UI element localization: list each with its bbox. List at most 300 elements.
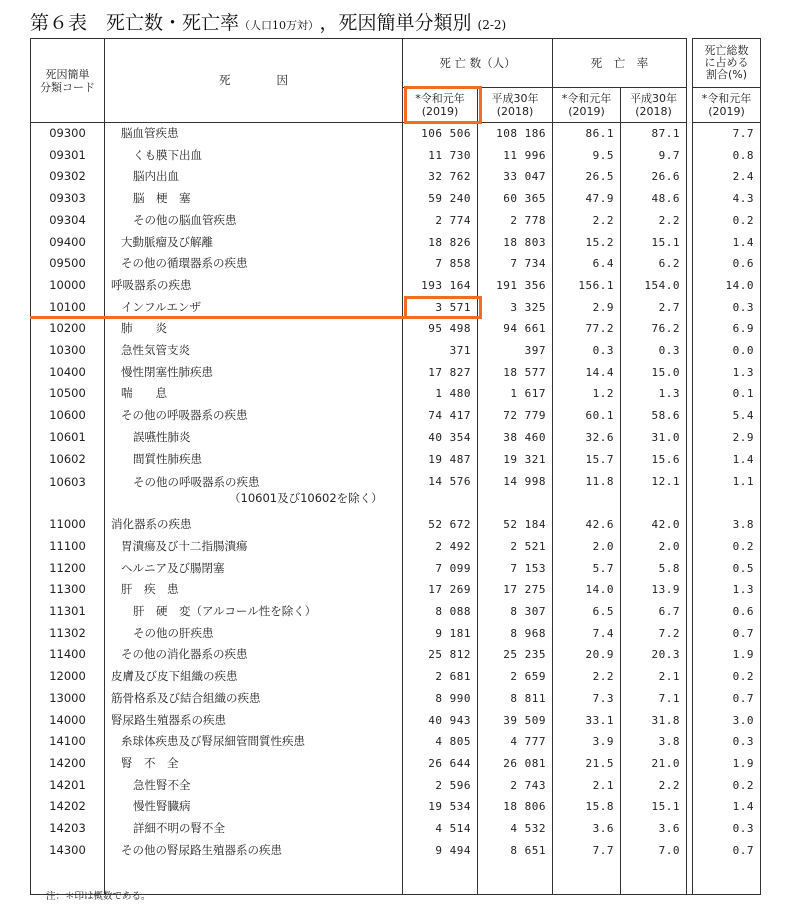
rate-2019-cell: 0.3 [553, 340, 621, 362]
share-2019-cell: 0.3 [693, 731, 761, 753]
deaths-2019-cell: 3 571 [403, 297, 478, 319]
rate-2018-cell: 15.6 [621, 449, 687, 471]
share-2019-cell: 7.7 [693, 123, 761, 145]
rate-2019-cell: 9.5 [553, 145, 621, 167]
cause-name: 筋骨格系及び結合組織の疾患 [111, 690, 261, 705]
cause-name-cell [105, 253, 403, 275]
deaths-2018-cell: 3 325 [478, 297, 553, 319]
header-rate-2018 [621, 88, 687, 123]
cause-name: その他の循環器系の疾患 [121, 256, 248, 271]
rate-2018-cell: 20.3 [621, 644, 687, 666]
rate-2018-cell: 31.8 [621, 710, 687, 732]
cause-name-cell [105, 731, 403, 753]
cause-name-cell [105, 210, 403, 232]
header-deaths-2018 [478, 88, 553, 123]
rate-2018-cell: 26.6 [621, 166, 687, 188]
rate-2019-cell: 7.7 [553, 840, 621, 862]
rate-2019-cell: 2.0 [553, 536, 621, 558]
cause-name: 腎尿路生殖器系の疾患 [111, 712, 226, 727]
cause-code-cell: 11300 [31, 579, 105, 601]
deaths-2018-cell: 1 617 [478, 383, 553, 405]
cause-name: その他の脳血管疾患 [133, 212, 237, 227]
cause-name-cell [105, 514, 403, 536]
highlight-box-influenza-2019 [404, 296, 482, 319]
rate-2019-cell: 11.8 [553, 470, 621, 514]
share-2019-cell: 0.6 [693, 253, 761, 275]
cause-code-cell: 14201 [31, 775, 105, 797]
cause-code-cell: 10600 [31, 405, 105, 427]
cause-name: 喘 息 [121, 386, 167, 401]
rate-2018-cell: 15.0 [621, 362, 687, 384]
rate-2018-cell: 3.6 [621, 818, 687, 840]
table-body [31, 123, 761, 895]
rate-2019-cell: 47.9 [553, 188, 621, 210]
deaths-2019-cell: 19 534 [403, 796, 478, 818]
rate-2019-cell: 3.9 [553, 731, 621, 753]
rate-2019-cell: 15.8 [553, 796, 621, 818]
deaths-2018-cell: 8 307 [478, 601, 553, 623]
cause-name-cell [105, 775, 403, 797]
deaths-2019-cell: 2 596 [403, 775, 478, 797]
deaths-2018-cell: 191 356 [478, 275, 553, 297]
share-2019-cell: 0.2 [693, 775, 761, 797]
cause-name: その他の腎尿路生殖器系の疾患 [121, 842, 282, 857]
share-2019-cell: 3.0 [693, 710, 761, 732]
cause-name: 慢性腎臓病 [133, 799, 191, 814]
cause-name: 呼吸器系の疾患 [111, 277, 192, 292]
deaths-2019-cell: 17 827 [403, 362, 478, 384]
rate-2018-cell: 31.0 [621, 427, 687, 449]
deaths-2018-cell: 25 235 [478, 644, 553, 666]
rate-2019-cell: 33.1 [553, 710, 621, 732]
cause-code-cell: 11100 [31, 536, 105, 558]
deaths-2018-cell: 94 661 [478, 318, 553, 340]
rate-2018-cell: 0.3 [621, 340, 687, 362]
deaths-2018-cell: 2 659 [478, 666, 553, 688]
cause-code-cell: 09303 [31, 188, 105, 210]
rate-2018-cell: 5.8 [621, 558, 687, 580]
table-row [31, 644, 761, 666]
deaths-2019-cell: 4 514 [403, 818, 478, 840]
deaths-2019-cell: 8 088 [403, 601, 478, 623]
padding-cell [403, 862, 478, 895]
cause-name-cell [105, 818, 403, 840]
deaths-2019-cell: 2 774 [403, 210, 478, 232]
rate-2019-cell: 3.6 [553, 818, 621, 840]
rate-2019-cell: 60.1 [553, 405, 621, 427]
share-2019-cell: 0.0 [693, 340, 761, 362]
share-2019-cell: 3.8 [693, 514, 761, 536]
rate-2018-cell: 1.3 [621, 383, 687, 405]
deaths-2018-cell: 4 777 [478, 731, 553, 753]
deaths-2018-cell: 4 532 [478, 818, 553, 840]
header-deaths-2019-label: *令和元年 (2019) [415, 92, 465, 118]
share-2019-cell: 0.1 [693, 383, 761, 405]
cause-name: 脳血管疾患 [121, 126, 179, 140]
header-rate-label: 死 亡 率 [590, 55, 649, 70]
deaths-2018-cell: 33 047 [478, 166, 553, 188]
deaths-2019-cell: 18 826 [403, 232, 478, 254]
cause-name-cell [105, 666, 403, 688]
share-2019-cell: 14.0 [693, 275, 761, 297]
table-row [31, 340, 761, 362]
deaths-2019-cell: 74 417 [403, 405, 478, 427]
share-2019-cell: 0.7 [693, 840, 761, 862]
share-2019-cell: 0.6 [693, 601, 761, 623]
rate-2019-cell: 156.1 [553, 275, 621, 297]
header-share-group [693, 39, 761, 88]
rate-2018-cell: 3.8 [621, 731, 687, 753]
table-row [31, 188, 761, 210]
deaths-2018-cell: 108 186 [478, 123, 553, 145]
table-row [31, 449, 761, 471]
cause-name: 皮膚及び皮下組織の疾患 [111, 669, 238, 684]
cause-name: くも膜下出血 [133, 147, 202, 162]
deaths-2019-cell: 95 498 [403, 318, 478, 340]
cause-code-cell: 10601 [31, 427, 105, 449]
rate-2018-cell: 2.2 [621, 775, 687, 797]
rate-2019-cell: 15.2 [553, 232, 621, 254]
cause-name-cell [105, 470, 403, 514]
cause-code-cell: 14203 [31, 818, 105, 840]
deaths-2018-cell: 7 153 [478, 558, 553, 580]
cause-name-cell [105, 188, 403, 210]
deaths-2019-cell: 25 812 [403, 644, 478, 666]
rate-2018-cell: 21.0 [621, 753, 687, 775]
cause-code-cell: 09400 [31, 232, 105, 254]
rate-2019-cell: 86.1 [553, 123, 621, 145]
table-row [31, 405, 761, 427]
deaths-2018-cell: 11 996 [478, 145, 553, 167]
share-2019-cell: 0.3 [693, 818, 761, 840]
rate-2018-cell: 154.0 [621, 275, 687, 297]
cause-code-cell: 09300 [31, 123, 105, 145]
table-row [31, 427, 761, 449]
table-row [31, 318, 761, 340]
share-2019-cell: 0.7 [693, 688, 761, 710]
rate-2018-cell: 2.2 [621, 210, 687, 232]
cause-code-cell: 11301 [31, 601, 105, 623]
cause-name-cell [105, 688, 403, 710]
cause-name-cell [105, 601, 403, 623]
table-row [31, 232, 761, 254]
title-page-indicator: (2-2) [477, 18, 507, 32]
deaths-2018-cell: 26 081 [478, 753, 553, 775]
table-row [31, 579, 761, 601]
deaths-2019-cell: 59 240 [403, 188, 478, 210]
table-row [31, 514, 761, 536]
rate-2019-cell: 14.0 [553, 579, 621, 601]
cause-code-cell: 14202 [31, 796, 105, 818]
cause-code-cell: 12000 [31, 666, 105, 688]
cause-name-cell [105, 710, 403, 732]
table-row [31, 840, 761, 862]
table-row [31, 710, 761, 732]
rate-2018-cell: 6.7 [621, 601, 687, 623]
table-row [31, 558, 761, 580]
share-2019-cell: 0.2 [693, 536, 761, 558]
rate-2019-cell: 42.6 [553, 514, 621, 536]
header-rate-group [553, 39, 687, 88]
rate-2019-cell: 6.4 [553, 253, 621, 275]
share-2019-cell: 2.9 [693, 427, 761, 449]
padding-cell [621, 862, 687, 895]
cause-name: 糸球体疾患及び腎尿細管間質性疾患 [121, 734, 305, 749]
header-rate-2019 [553, 88, 621, 123]
header-code [31, 39, 105, 123]
rate-2018-cell: 58.6 [621, 405, 687, 427]
deaths-2019-cell: 2 681 [403, 666, 478, 688]
rate-2019-cell: 2.2 [553, 210, 621, 232]
rate-2019-cell: 7.4 [553, 623, 621, 645]
table-row [31, 623, 761, 645]
deaths-2018-cell: 397 [478, 340, 553, 362]
deaths-2018-cell: 8 811 [478, 688, 553, 710]
share-2019-cell: 0.2 [693, 666, 761, 688]
cause-name-cell [105, 558, 403, 580]
share-2019-cell: 1.4 [693, 449, 761, 471]
deaths-2018-cell: 60 365 [478, 188, 553, 210]
deaths-2018-cell: 39 509 [478, 710, 553, 732]
rate-2018-cell: 6.2 [621, 253, 687, 275]
cause-code-cell: 10603 [31, 470, 105, 514]
rate-2018-cell: 7.0 [621, 840, 687, 862]
rate-2018-cell: 7.1 [621, 688, 687, 710]
table-row [31, 688, 761, 710]
cause-name-cell [105, 232, 403, 254]
table-row [31, 731, 761, 753]
table-row [31, 470, 761, 514]
cause-name: 脳 梗 塞 [133, 191, 191, 206]
cause-name: その他の呼吸器系の疾患 [121, 408, 248, 423]
rate-2019-cell: 32.6 [553, 427, 621, 449]
rate-2018-cell: 15.1 [621, 796, 687, 818]
share-2019-cell: 1.9 [693, 753, 761, 775]
deaths-2019-cell: 19 487 [403, 449, 478, 471]
table-row [31, 383, 761, 405]
cause-name-cell [105, 405, 403, 427]
stats-table [30, 38, 761, 895]
cause-name-cell [105, 145, 403, 167]
deaths-2019-cell: 40 354 [403, 427, 478, 449]
cause-code-cell: 09304 [31, 210, 105, 232]
cause-name-cell [105, 536, 403, 558]
deaths-2018-cell: 8 968 [478, 623, 553, 645]
table-row [31, 362, 761, 384]
deaths-2018-cell: 18 806 [478, 796, 553, 818]
deaths-2019-cell: 11 730 [403, 145, 478, 167]
table-row [31, 818, 761, 840]
deaths-2018-cell: 8 651 [478, 840, 553, 862]
deaths-2018-cell: 2 778 [478, 210, 553, 232]
deaths-2018-cell: 17 275 [478, 579, 553, 601]
deaths-2019-cell: 4 805 [403, 731, 478, 753]
rate-2019-cell: 2.1 [553, 775, 621, 797]
deaths-2019-cell: 52 672 [403, 514, 478, 536]
table-row [31, 796, 761, 818]
cause-code-cell: 10500 [31, 383, 105, 405]
table-row [31, 775, 761, 797]
deaths-2019-cell: 9 181 [403, 623, 478, 645]
cause-code-cell: 14000 [31, 710, 105, 732]
rate-2018-cell: 12.1 [621, 470, 687, 514]
table-row [31, 666, 761, 688]
cause-name: 慢性閉塞性肺疾患 [121, 364, 213, 379]
cause-name: 脳内出血 [133, 169, 179, 184]
table-row [31, 145, 761, 167]
title-sub: ，死因簡単分類別 [319, 12, 472, 34]
cause-name-cell [105, 623, 403, 645]
cause-name: 胃潰瘍及び十二指腸潰瘍 [121, 538, 248, 553]
cause-name: 誤嚥性肺炎 [133, 429, 191, 444]
rate-2019-cell: 5.7 [553, 558, 621, 580]
padding-cell [553, 862, 621, 895]
cause-name-cell [105, 340, 403, 362]
cause-name-cell [105, 579, 403, 601]
header-cause [105, 39, 403, 123]
cause-name: 肺 炎 [121, 321, 167, 336]
table-row [31, 210, 761, 232]
cause-name: インフルエンザ [121, 299, 202, 314]
cause-name-note: （10601及び10602を除く） [229, 491, 383, 506]
deaths-2019-cell: 2 492 [403, 536, 478, 558]
share-2019-cell: 0.7 [693, 623, 761, 645]
stats-table-wrapper [30, 38, 761, 895]
header-deaths-2018-label: 平成30年 (2018) [491, 92, 539, 118]
padding-cell [693, 862, 761, 895]
cause-name-cell [105, 362, 403, 384]
deaths-2018-cell: 38 460 [478, 427, 553, 449]
deaths-2018-cell: 14 998 [478, 470, 553, 514]
rate-2019-cell: 20.9 [553, 644, 621, 666]
table-row [31, 166, 761, 188]
rate-2019-cell: 2.9 [553, 297, 621, 319]
rate-2018-cell: 48.6 [621, 188, 687, 210]
deaths-2019-cell: 8 990 [403, 688, 478, 710]
highlight-line-influenza [30, 316, 406, 319]
cause-name: 消化器系の疾患 [111, 517, 192, 532]
cause-name: 急性気管支炎 [121, 343, 190, 358]
rate-2019-cell: 6.5 [553, 601, 621, 623]
cause-code-cell: 09301 [31, 145, 105, 167]
deaths-2019-cell: 14 576 [403, 470, 478, 514]
cause-name-cell [105, 840, 403, 862]
cause-code-cell: 10602 [31, 449, 105, 471]
table-row [31, 123, 761, 145]
cause-name-cell [105, 796, 403, 818]
cause-name: 肝 疾 患 [121, 582, 179, 597]
cause-name-cell [105, 427, 403, 449]
header-deaths-label: 死 亡 数（人） [439, 55, 516, 70]
share-2019-cell: 1.3 [693, 362, 761, 384]
table-row [31, 601, 761, 623]
cause-name: 大動脈瘤及び解離 [121, 234, 213, 249]
deaths-2019-cell: 193 164 [403, 275, 478, 297]
cause-name: 詳細不明の腎不全 [133, 821, 225, 836]
deaths-2019-cell: 32 762 [403, 166, 478, 188]
rate-2018-cell: 2.1 [621, 666, 687, 688]
share-2019-cell: 0.2 [693, 210, 761, 232]
header-share-2019 [693, 88, 761, 123]
cause-code-cell: 09302 [31, 166, 105, 188]
share-2019-cell: 5.4 [693, 405, 761, 427]
share-2019-cell: 0.5 [693, 558, 761, 580]
share-2019-cell: 0.8 [693, 145, 761, 167]
header-share-label: 死亡総数 に占める 割合(%) [704, 44, 749, 81]
cause-code-cell: 10300 [31, 340, 105, 362]
cause-name-cell [105, 275, 403, 297]
cause-name-cell [105, 753, 403, 775]
rate-2019-cell: 7.3 [553, 688, 621, 710]
header-deaths-group [403, 39, 553, 88]
share-2019-cell: 4.3 [693, 188, 761, 210]
rate-2018-cell: 15.1 [621, 232, 687, 254]
cause-code-cell: 10400 [31, 362, 105, 384]
rate-2018-cell: 13.9 [621, 579, 687, 601]
cause-name-cell [105, 644, 403, 666]
rate-2019-cell: 21.5 [553, 753, 621, 775]
cause-code-cell: 11000 [31, 514, 105, 536]
deaths-2019-cell: 9 494 [403, 840, 478, 862]
cause-code-cell: 14300 [31, 840, 105, 862]
footnote: 注：＊印は概数である。 [46, 891, 151, 902]
header-rate-2018-label: 平成30年 (2018) [630, 92, 677, 118]
share-2019-cell: 1.1 [693, 470, 761, 514]
cause-name: 間質性肺疾患 [133, 451, 202, 466]
cause-name: その他の消化器系の疾患 [121, 647, 248, 662]
header-cause-label: 死 因 [219, 73, 288, 87]
cause-code-cell: 10000 [31, 275, 105, 297]
cause-name-cell [105, 449, 403, 471]
cause-code-cell: 10100 [31, 297, 105, 319]
rate-2018-cell: 42.0 [621, 514, 687, 536]
rate-2018-cell: 76.2 [621, 318, 687, 340]
title-main: 第６表 死亡数・死亡率 [30, 12, 240, 34]
cause-code-cell: 14200 [31, 753, 105, 775]
rate-2018-cell: 9.7 [621, 145, 687, 167]
deaths-2018-cell: 19 321 [478, 449, 553, 471]
deaths-2019-cell: 40 943 [403, 710, 478, 732]
cause-name: その他の肝疾患 [133, 625, 214, 640]
share-2019-cell: 2.4 [693, 166, 761, 188]
header-share-2019-label: *令和元年 (2019) [701, 92, 752, 118]
deaths-2018-cell: 52 184 [478, 514, 553, 536]
deaths-2018-cell: 2 743 [478, 775, 553, 797]
table-row [31, 536, 761, 558]
deaths-2019-cell: 371 [403, 340, 478, 362]
rate-2019-cell: 2.2 [553, 666, 621, 688]
title-unit: （人口10万対） [239, 19, 314, 32]
rate-2018-cell: 2.7 [621, 297, 687, 319]
padding-cell [478, 862, 553, 895]
share-2019-cell: 6.9 [693, 318, 761, 340]
share-2019-cell: 1.4 [693, 796, 761, 818]
rate-2018-cell: 2.0 [621, 536, 687, 558]
cause-name-cell [105, 123, 403, 145]
share-2019-cell: 1.4 [693, 232, 761, 254]
deaths-2018-cell: 7 734 [478, 253, 553, 275]
rate-2019-cell: 26.5 [553, 166, 621, 188]
cause-code-cell: 11302 [31, 623, 105, 645]
table-header [31, 39, 761, 123]
deaths-2019-cell: 106 506 [403, 123, 478, 145]
deaths-2019-cell: 1 480 [403, 383, 478, 405]
cause-code-cell: 11200 [31, 558, 105, 580]
cause-name-cell [105, 166, 403, 188]
share-2019-cell: 1.9 [693, 644, 761, 666]
cause-code-cell: 09500 [31, 253, 105, 275]
cause-code-cell: 10200 [31, 318, 105, 340]
